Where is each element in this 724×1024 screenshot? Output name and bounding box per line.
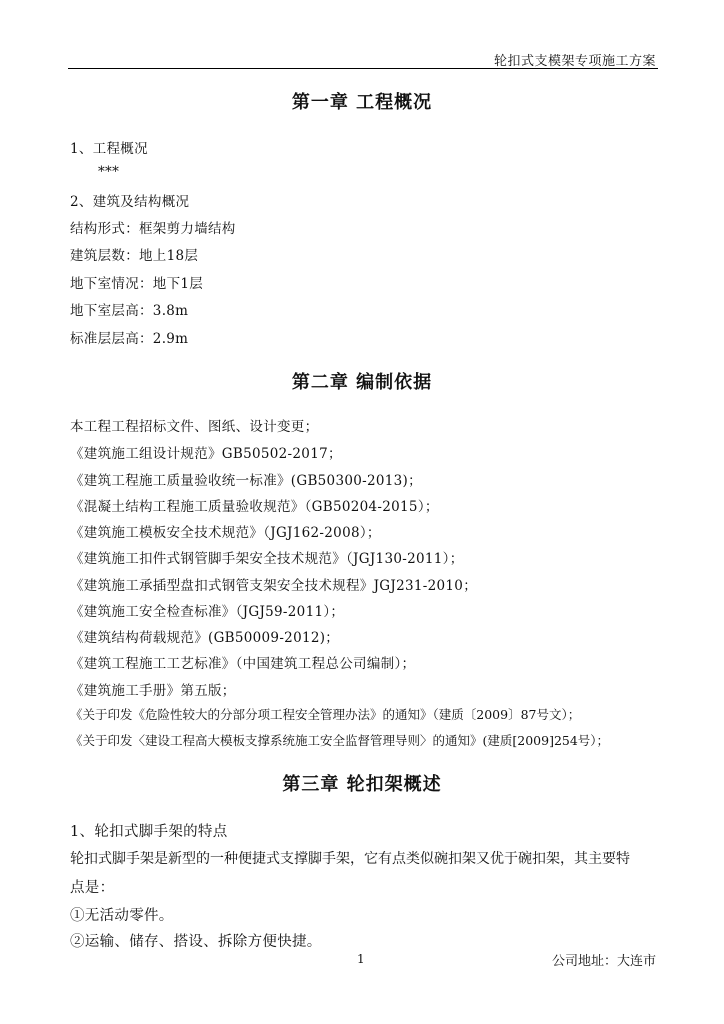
section-heading-features: 1、轮扣式脚手架的特点	[70, 824, 228, 840]
floor-count: 建筑层数：地上18层	[70, 248, 199, 264]
basis-line: 《关于印发《危险性较大的分部分项工程安全管理办法》的通知》（建质〔2009〕87号文）；	[70, 707, 581, 722]
chapter-2-title: 第二章 编制依据	[291, 372, 433, 393]
basis-line: 《建筑施工模板安全技术规范》（JGJ162-2008）；	[70, 525, 381, 541]
feature-item: ①无活动零件。	[70, 908, 174, 924]
basis-line: 《建筑工程施工工艺标准》（中国建筑工程总公司编制）；	[70, 656, 416, 672]
section-heading-building-structure: 2、建筑及结构概况	[70, 194, 190, 210]
basis-line: 《建筑工程施工质量验收统一标准》(GB50300-2013)；	[70, 473, 422, 489]
placeholder-text: ***	[98, 164, 120, 180]
company-address: 公司地址：大连市	[551, 954, 656, 969]
header-rule	[68, 68, 658, 69]
chapter-1-title: 第一章 工程概况	[291, 92, 433, 113]
paragraph-line: 点是：	[70, 880, 115, 896]
basis-line: 《建筑施工安全检查标准》（JGJ59-2011）；	[70, 604, 345, 620]
page-number: 1	[357, 952, 365, 966]
chapter-3-title: 第三章 轮扣架概述	[282, 774, 442, 795]
basis-line: 《建筑结构荷载规范》(GB50009-2012)；	[70, 630, 340, 646]
section-heading-project-overview: 1、工程概况	[70, 141, 148, 157]
basis-line: 《建筑施工承插型盘扣式钢管支架安全技术规程》JGJ231-2010；	[70, 578, 477, 594]
basis-line: 《建筑施工扣件式钢管脚手架安全技术规范》（JGJ130-2011）；	[70, 551, 464, 567]
standard-floor-height: 标准层层高：2.9m	[70, 331, 189, 347]
basis-line: 本工程工程招标文件、图纸、设计变更；	[70, 419, 319, 435]
basis-line: 《关于印发〈建设工程高大模板支撑系统施工安全监督管理导则〉的通知》(建质[2009]254号）；	[70, 733, 610, 748]
structure-type: 结构形式：框架剪力墙结构	[70, 221, 236, 237]
basement-info: 地下室情况：地下1层	[70, 276, 204, 292]
feature-item: ②运输、储存、搭设、拆除方便快捷。	[70, 934, 322, 950]
page-header-title: 轮扣式支模架专项施工方案	[493, 54, 656, 69]
basis-line: 《建筑施工手册》第五版；	[70, 683, 236, 699]
paragraph-line: 轮扣式脚手架是新型的一种便捷式支撑脚手架，它有点类似碗扣架又优于碗扣架，其主要特	[70, 851, 630, 867]
basement-height: 地下室层高：3.8m	[70, 303, 189, 319]
basis-line: 《混凝土结构工程施工质量验收规范》（GB50204-2015）；	[70, 499, 439, 515]
basis-line: 《建筑施工组设计规范》GB50502-2017；	[70, 446, 342, 462]
